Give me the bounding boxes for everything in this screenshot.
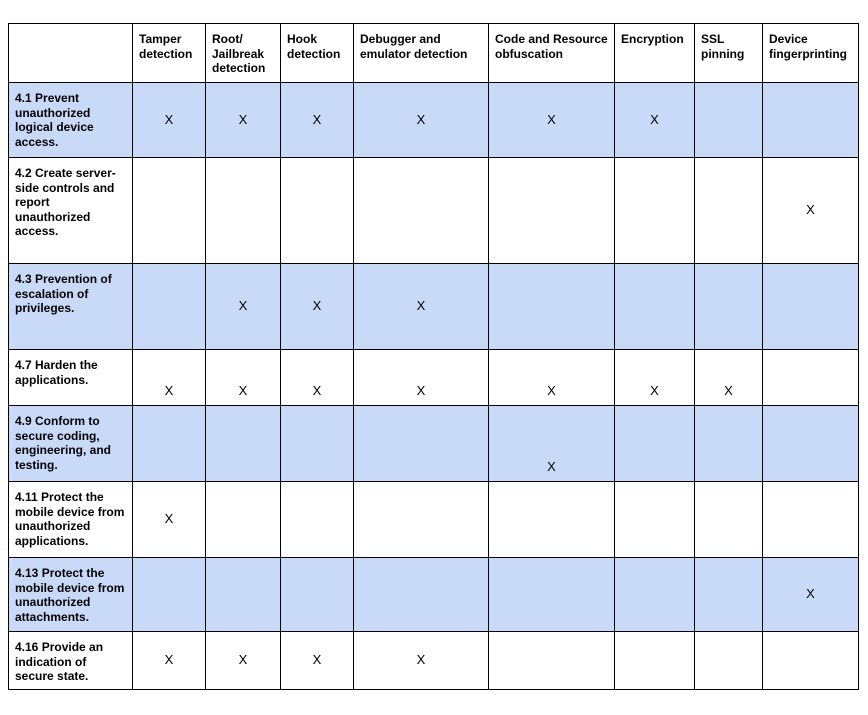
corner-cell bbox=[9, 24, 133, 83]
check-mark-cell: X bbox=[354, 350, 489, 406]
column-header: Root/ Jailbreak detection bbox=[206, 24, 281, 83]
empty-cell bbox=[695, 264, 763, 350]
table-row bbox=[9, 632, 859, 690]
check-mark-cell: X bbox=[615, 350, 695, 406]
row-label: 4.9 Conform to secure coding, engineering, and testing. bbox=[9, 406, 133, 482]
check-mark-cell: X bbox=[354, 83, 489, 158]
row-label: 4.13 Protect the mobile device from unauthorized attachments. bbox=[9, 558, 133, 632]
column-header: Tamper detection bbox=[133, 24, 206, 83]
check-mark-cell: X bbox=[206, 632, 281, 690]
empty-cell bbox=[133, 558, 206, 632]
row-label: 4.7 Harden the applications. bbox=[9, 350, 133, 406]
empty-cell bbox=[206, 406, 281, 482]
table-row bbox=[9, 83, 859, 158]
table-row bbox=[9, 264, 859, 350]
table-row bbox=[9, 558, 859, 632]
empty-cell bbox=[489, 558, 615, 632]
check-mark-cell: X bbox=[489, 83, 615, 158]
empty-cell bbox=[615, 482, 695, 558]
empty-cell bbox=[133, 158, 206, 264]
column-header: Hook detection bbox=[281, 24, 354, 83]
check-mark-cell: X bbox=[281, 350, 354, 406]
empty-cell bbox=[206, 558, 281, 632]
row-label: 4.3 Prevention of escalation of privileges. bbox=[9, 264, 133, 350]
empty-cell bbox=[695, 558, 763, 632]
empty-cell bbox=[695, 406, 763, 482]
empty-cell bbox=[763, 406, 859, 482]
check-mark-cell: X bbox=[489, 406, 615, 482]
column-header: SSL pinning bbox=[695, 24, 763, 83]
empty-cell bbox=[763, 83, 859, 158]
column-header: Encryption bbox=[615, 24, 695, 83]
table-row bbox=[9, 350, 859, 406]
check-mark-cell: X bbox=[206, 83, 281, 158]
empty-cell bbox=[354, 406, 489, 482]
check-mark-cell: X bbox=[354, 632, 489, 690]
column-header: Debugger and emulator detection bbox=[354, 24, 489, 83]
empty-cell bbox=[354, 482, 489, 558]
empty-cell bbox=[489, 264, 615, 350]
empty-cell bbox=[615, 632, 695, 690]
row-label: 4.16 Provide an indication of secure state. bbox=[9, 632, 133, 690]
empty-cell bbox=[489, 632, 615, 690]
check-mark-cell: X bbox=[133, 482, 206, 558]
check-mark-cell: X bbox=[354, 264, 489, 350]
empty-cell bbox=[615, 558, 695, 632]
row-label: 4.1 Prevent unauthorized logical device access. bbox=[9, 83, 133, 158]
table-row bbox=[9, 482, 859, 558]
check-mark-cell: X bbox=[489, 350, 615, 406]
empty-cell bbox=[615, 406, 695, 482]
check-mark-cell: X bbox=[615, 83, 695, 158]
check-mark-cell: X bbox=[695, 350, 763, 406]
requirements-matrix-table bbox=[8, 23, 859, 690]
empty-cell bbox=[695, 158, 763, 264]
header-row bbox=[9, 24, 859, 83]
empty-cell bbox=[489, 158, 615, 264]
check-mark-cell: X bbox=[206, 264, 281, 350]
empty-cell bbox=[354, 558, 489, 632]
empty-cell bbox=[763, 632, 859, 690]
empty-cell bbox=[281, 406, 354, 482]
check-mark-cell: X bbox=[763, 558, 859, 632]
column-header: Code and Resource obfuscation bbox=[489, 24, 615, 83]
empty-cell bbox=[281, 158, 354, 264]
empty-cell bbox=[763, 482, 859, 558]
empty-cell bbox=[695, 482, 763, 558]
row-label: 4.11 Protect the mobile device from unauthorized applications. bbox=[9, 482, 133, 558]
table-body bbox=[9, 83, 859, 690]
empty-cell bbox=[206, 158, 281, 264]
empty-cell bbox=[354, 158, 489, 264]
empty-cell bbox=[695, 632, 763, 690]
check-mark-cell: X bbox=[281, 264, 354, 350]
empty-cell bbox=[281, 558, 354, 632]
check-mark-cell: X bbox=[133, 83, 206, 158]
table-row bbox=[9, 406, 859, 482]
empty-cell bbox=[133, 264, 206, 350]
table-row bbox=[9, 158, 859, 264]
column-header: Device fingerprinting bbox=[763, 24, 859, 83]
check-mark-cell: X bbox=[133, 632, 206, 690]
empty-cell bbox=[615, 264, 695, 350]
row-label: 4.2 Create server-side controls and report unauthorized access. bbox=[9, 158, 133, 264]
check-mark-cell: X bbox=[281, 83, 354, 158]
check-mark-cell: X bbox=[763, 158, 859, 264]
empty-cell bbox=[133, 406, 206, 482]
empty-cell bbox=[615, 158, 695, 264]
check-mark-cell: X bbox=[281, 632, 354, 690]
check-mark-cell: X bbox=[133, 350, 206, 406]
empty-cell bbox=[281, 482, 354, 558]
empty-cell bbox=[695, 83, 763, 158]
check-mark-cell: X bbox=[206, 350, 281, 406]
empty-cell bbox=[763, 350, 859, 406]
empty-cell bbox=[206, 482, 281, 558]
empty-cell bbox=[763, 264, 859, 350]
empty-cell bbox=[489, 482, 615, 558]
